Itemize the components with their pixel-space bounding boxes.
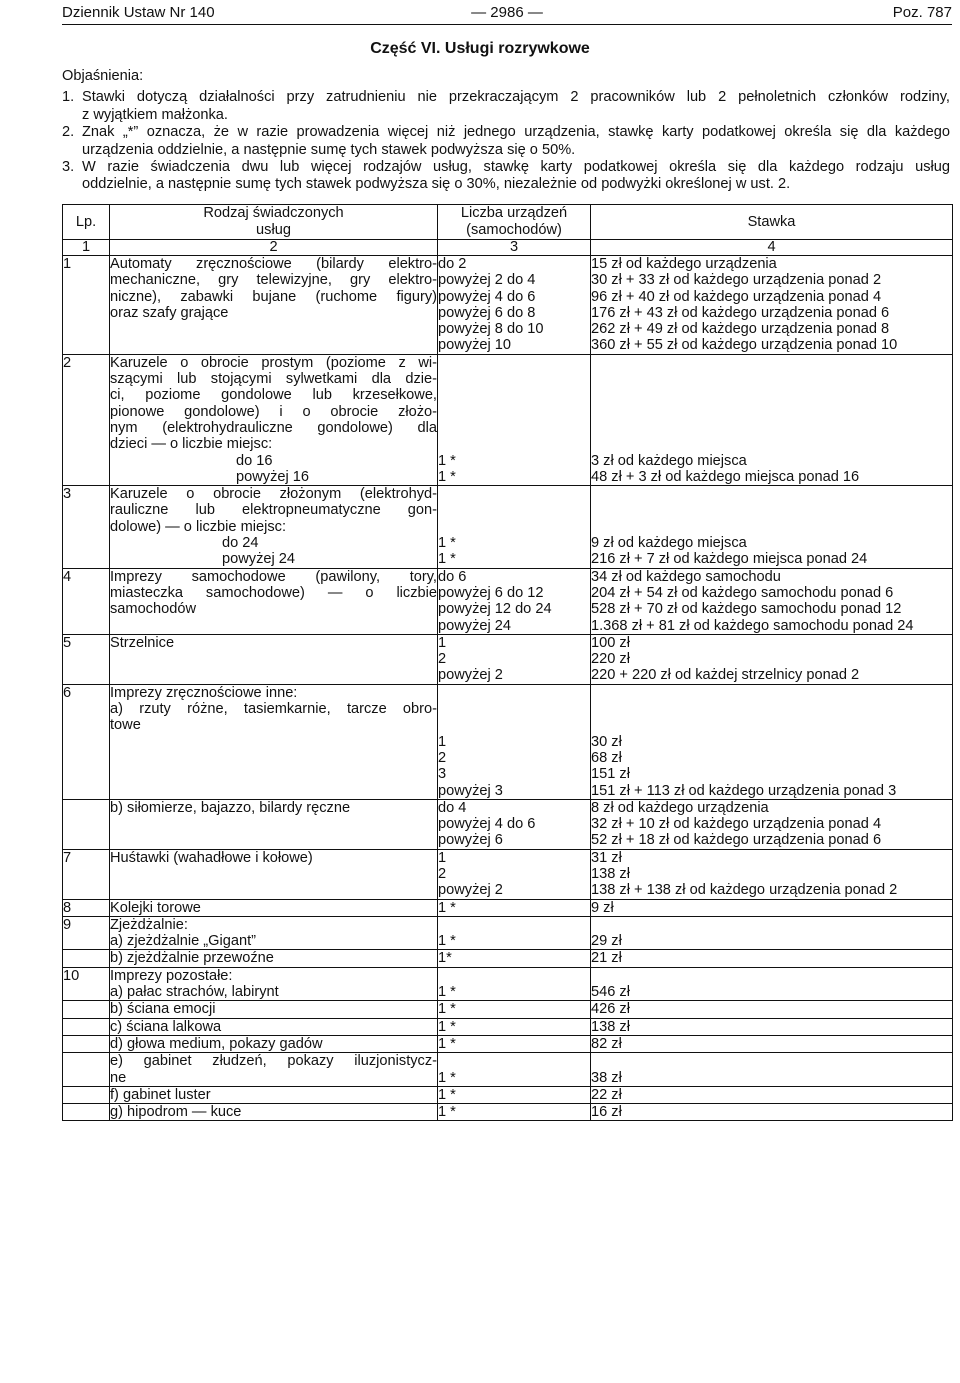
count-line: powyżej 12 do 24 <box>438 601 552 618</box>
table-row <box>63 1086 953 1103</box>
row-description <box>110 799 438 849</box>
rate-line: 31 zł <box>591 849 622 866</box>
note-line: z wyjątkiem małżonka. <box>82 106 228 123</box>
row-lp: 7 <box>63 849 110 899</box>
count-line: powyżej 4 do 6 <box>438 288 536 305</box>
description-subline: powyżej 16 <box>236 468 310 485</box>
rate-line: 138 zł + 138 zł od każdego urządzenia ponad 2 <box>591 882 898 899</box>
table-row <box>63 967 953 1001</box>
count-line: 1* <box>438 950 452 967</box>
rate-line: 176 zł + 43 zł od każdego urządzenia ponad 6 <box>591 304 890 321</box>
row-rate <box>591 1053 953 1087</box>
row-rate <box>591 950 953 967</box>
row-rate <box>591 1035 953 1052</box>
rate-line: 30 zł + 33 zł od każdego urządzenia ponad 2 <box>591 272 882 289</box>
blank-line <box>591 717 952 733</box>
table-row <box>63 849 953 899</box>
rates-table <box>62 204 953 1121</box>
column-number-row <box>63 240 953 256</box>
header-liczba-line: Liczba urządzeń <box>460 205 568 221</box>
count-line: do 4 <box>438 799 467 816</box>
table-row <box>63 799 953 849</box>
row-count <box>438 354 591 485</box>
row-count <box>438 967 591 1001</box>
row-description <box>110 684 438 799</box>
part-title: Część VI. Usługi rozrywkowe <box>370 40 590 57</box>
note-item <box>62 124 950 159</box>
row-lp <box>63 799 110 849</box>
count-line: 1 * <box>438 1001 456 1018</box>
rate-line: 3 zł od każdego miejsca <box>591 452 747 469</box>
column-number: 3 <box>438 240 591 256</box>
count-line: 2 <box>438 651 447 668</box>
description-line: Kolejki torowe <box>110 899 201 916</box>
row-count <box>438 1053 591 1087</box>
blank-line <box>591 519 952 535</box>
count-line: powyżej 6 do 12 <box>438 584 544 601</box>
count-line: 1 * <box>438 452 456 469</box>
description-line: rauliczne lub elektropneumatyczne gon- <box>110 502 437 519</box>
row-count <box>438 568 591 634</box>
note-line: Znak „*” oznacza, że w razie prowadzenia więcej niż jednego urządzenia, stawkę karty podatkowej określa się dla każdego <box>82 124 950 141</box>
blank-line <box>438 701 590 717</box>
description-line: Automaty zręcznościowe (bilardy elektro- <box>110 256 437 272</box>
table-row <box>63 354 953 485</box>
row-lp <box>63 1001 110 1018</box>
row-count <box>438 849 591 899</box>
row-lp <box>63 1104 110 1121</box>
count-line: 1 * <box>438 551 456 568</box>
row-description <box>110 354 438 485</box>
row-rate <box>591 256 953 355</box>
count-line: do 2 <box>438 256 467 272</box>
header-stawka: Stawka <box>591 205 953 240</box>
blank-line <box>591 355 952 371</box>
rate-line: 216 zł + 7 zł od każdego miejsca ponad 24 <box>591 551 868 568</box>
description-line: f) gabinet luster <box>110 1086 211 1103</box>
row-rate <box>591 849 953 899</box>
row-count <box>438 916 591 950</box>
description-line: mechaniczne, gry telewizyjne, gry elektro- <box>110 272 437 289</box>
rate-line: 528 zł + 70 zł od każdego samochodu ponad 12 <box>591 601 902 618</box>
blank-line <box>438 519 590 535</box>
row-rate <box>591 568 953 634</box>
row-rate <box>591 354 953 485</box>
description-line: c) ściana lalkowa <box>110 1018 222 1035</box>
description-line: samochodów <box>110 601 196 618</box>
row-description <box>110 486 438 568</box>
row-description <box>110 1086 438 1103</box>
row-count <box>438 486 591 568</box>
description-line: szącymi lub stojącymi sylwetkami dla dzie- <box>110 371 437 388</box>
count-line: powyżej 6 <box>438 832 503 849</box>
description-subline: do 16 <box>236 452 273 469</box>
rate-line: 151 zł <box>591 766 630 783</box>
rate-line: 1.368 zł + 81 zł od każdego samochodu ponad 24 <box>591 617 914 634</box>
row-lp: 2 <box>63 354 110 485</box>
table-row <box>63 916 953 950</box>
blank-line <box>591 420 952 436</box>
blank-line <box>591 968 952 984</box>
row-rate <box>591 1018 953 1035</box>
row-lp: 6 <box>63 684 110 799</box>
rate-line: 34 zł od każdego samochodu <box>591 568 781 585</box>
row-count <box>438 1086 591 1103</box>
description-line: oraz szafy grające <box>110 304 229 321</box>
table-row <box>63 568 953 634</box>
header-rodzaj-line: Rodzaj świadczonych <box>203 205 344 221</box>
header-liczba-line: (samochodów) <box>466 222 562 238</box>
count-line: 1 * <box>438 1035 456 1052</box>
notes-section <box>62 68 950 194</box>
count-line: 1 * <box>438 1086 456 1103</box>
row-description <box>110 899 438 916</box>
rate-line: 100 zł <box>591 634 630 651</box>
table-row <box>63 950 953 967</box>
table-row <box>63 684 953 799</box>
table-row <box>63 256 953 355</box>
count-line: 1 * <box>438 468 456 485</box>
blank-line <box>110 321 437 337</box>
table-row <box>63 1053 953 1087</box>
blank-line <box>591 917 952 933</box>
rate-line: 16 zł <box>591 1104 622 1121</box>
row-lp: 1 <box>63 256 110 355</box>
rate-line: 48 zł + 3 zł od każdego miejsca ponad 16 <box>591 468 860 485</box>
rate-line: 262 zł + 49 zł od każdego urządzenia ponad 8 <box>591 321 890 338</box>
blank-line <box>438 420 590 436</box>
header-rodzaj-line: usług <box>256 222 291 238</box>
blank-line <box>438 502 590 518</box>
rate-line: 360 zł + 55 zł od każdego urządzenia ponad 10 <box>591 337 898 354</box>
note-number: 2. <box>62 124 75 141</box>
header-rule <box>62 24 952 25</box>
description-line: b) zjeżdżalnie przewoźne <box>110 950 274 967</box>
count-line: powyżej 8 do 10 <box>438 321 544 338</box>
count-line: powyżej 6 do 8 <box>438 304 536 321</box>
row-lp <box>63 1053 110 1087</box>
rate-line: 138 zł <box>591 1018 630 1035</box>
row-description <box>110 634 438 684</box>
rate-line: 138 zł <box>591 865 630 882</box>
row-description <box>110 1018 438 1035</box>
description-subline: do 24 <box>222 535 259 552</box>
row-rate <box>591 486 953 568</box>
blank-line <box>591 404 952 420</box>
row-rate <box>591 1086 953 1103</box>
rate-line: 22 zł <box>591 1086 622 1103</box>
description-line: towe <box>110 717 141 734</box>
count-line: 2 <box>438 749 447 766</box>
row-lp: 9 <box>63 916 110 950</box>
count-line: 1 * <box>438 1104 456 1121</box>
row-count <box>438 950 591 967</box>
table-row <box>63 1018 953 1035</box>
row-description <box>110 1053 438 1087</box>
table-header-row <box>63 205 953 240</box>
description-line: a) rzuty różne, tasiemkarnie, tarcze obro- <box>110 701 437 718</box>
description-line: Imprezy pozostałe: <box>110 967 233 984</box>
row-lp <box>63 950 110 967</box>
table-row <box>63 634 953 684</box>
rate-line: 30 zł <box>591 733 622 750</box>
description-line: ne <box>110 1069 127 1086</box>
row-count <box>438 634 591 684</box>
header-lp: Lp. <box>63 205 110 240</box>
note-line: urządzenia oddzielnie, a następnie sumę tych stawek podwyższa się o 50%. <box>82 141 576 158</box>
row-rate <box>591 916 953 950</box>
row-rate <box>591 634 953 684</box>
rate-line: 204 zł + 54 zł od każdego samochodu ponad 6 <box>591 584 894 601</box>
description-line: Zjeżdżalnie: <box>110 916 188 933</box>
rate-line: 426 zł <box>591 1001 630 1018</box>
description-line: Karuzele o obrocie prostym (poziome z wi- <box>110 354 437 371</box>
row-rate <box>591 684 953 799</box>
count-line: powyżej 10 <box>438 337 512 354</box>
count-line: 1 <box>438 634 447 651</box>
description-line: a) pałac strachów, labirynt <box>110 984 279 1001</box>
rate-line: 151 zł + 113 zł od każdego urządzenia ponad 3 <box>591 782 897 799</box>
row-description <box>110 849 438 899</box>
note-line: oddzielnie, a następnie sumę tych stawek podwyższa się o 30%, niezależnie od podwyżki określonej w ust. 2. <box>82 176 791 193</box>
blank-line <box>591 1053 952 1069</box>
row-description <box>110 1104 438 1121</box>
blank-line <box>438 1053 590 1069</box>
row-rate <box>591 967 953 1001</box>
rate-line: 52 zł + 18 zł od każdego urządzenia ponad 6 <box>591 832 882 849</box>
description-line: Strzelnice <box>110 634 175 651</box>
description-line: Imprezy samochodowe (pawilony, tory, <box>110 568 437 585</box>
row-count <box>438 684 591 799</box>
row-lp: 4 <box>63 568 110 634</box>
row-description <box>110 950 438 967</box>
note-item <box>62 159 950 194</box>
blank-line <box>438 355 590 371</box>
description-line: a) zjeżdżalnie „Gigant” <box>110 933 257 950</box>
rate-line: 21 zł <box>591 950 622 967</box>
row-count <box>438 256 591 355</box>
column-number: 1 <box>63 240 110 256</box>
blank-line <box>438 917 590 933</box>
rate-line: 96 zł + 40 zł od każdego urządzenia ponad 4 <box>591 288 882 305</box>
row-description <box>110 256 438 355</box>
header-liczba <box>438 205 591 240</box>
rate-line: 220 zł <box>591 651 630 668</box>
row-rate <box>591 1001 953 1018</box>
page-header <box>62 4 952 24</box>
count-line: 1 <box>438 733 447 750</box>
page-number: — 2986 — <box>471 4 543 21</box>
blank-line <box>591 701 952 717</box>
row-count <box>438 1104 591 1121</box>
column-number: 2 <box>110 240 438 256</box>
count-line: 1 * <box>438 933 456 950</box>
rate-line: 9 zł od każdego miejsca <box>591 535 747 552</box>
count-line: 1 * <box>438 1069 456 1086</box>
row-lp <box>63 1086 110 1103</box>
count-line: powyżej 24 <box>438 617 512 634</box>
count-line: 1 * <box>438 899 456 916</box>
note-line: Stawki dotyczą działalności przy zatrudnieniu nie przekraczającym 2 pracowników lub 2 pełnoletnich członków rodziny, <box>82 89 950 106</box>
count-line: powyżej 2 do 4 <box>438 272 536 289</box>
row-description <box>110 967 438 1001</box>
description-line: d) głowa medium, pokazy gadów <box>110 1035 323 1052</box>
row-count <box>438 899 591 916</box>
description-line: e) gabinet złudzeń, pokazy iluzjonistycz- <box>110 1053 437 1070</box>
row-lp: 8 <box>63 899 110 916</box>
description-line: b) siłomierze, bajazzo, bilardy ręczne <box>110 799 351 816</box>
header-rodzaj <box>110 205 438 240</box>
row-lp: 3 <box>63 486 110 568</box>
table-row <box>63 1035 953 1052</box>
row-lp <box>63 1035 110 1052</box>
blank-line <box>591 387 952 403</box>
description-line: niczne), zabawki bujane (ruchome figury) <box>110 288 437 305</box>
rate-line: 8 zł od każdego urządzenia <box>591 799 769 816</box>
row-description <box>110 1001 438 1018</box>
description-line: nym (elektrohydrauliczne gondolowe) dla <box>110 419 437 436</box>
count-line: 2 <box>438 865 447 882</box>
table-row <box>63 486 953 568</box>
rate-line: 38 zł <box>591 1069 622 1086</box>
row-lp: 5 <box>63 634 110 684</box>
blank-line <box>438 436 590 452</box>
description-subline: powyżej 24 <box>222 551 296 568</box>
position-number: Poz. 787 <box>892 4 952 21</box>
note-number: 3. <box>62 159 75 176</box>
blank-line <box>438 685 590 701</box>
blank-line <box>438 387 590 403</box>
row-description <box>110 1035 438 1052</box>
row-count <box>438 799 591 849</box>
note-line: W razie świadczenia dwu lub więcej rodzajów usług, stawkę karty podatkowej określa się dla każdego rodzaju usług <box>82 159 950 176</box>
row-rate <box>591 1104 953 1121</box>
blank-line <box>110 734 437 750</box>
description-line: b) ściana emocji <box>110 1001 216 1018</box>
description-line: dzieci — o liczbie miejsc: <box>110 436 273 453</box>
count-line: powyżej 4 do 6 <box>438 816 536 833</box>
blank-line <box>591 685 952 701</box>
blank-line <box>591 436 952 452</box>
blank-line <box>591 502 952 518</box>
blank-line <box>438 486 590 502</box>
description-line: g) hipodrom — kuce <box>110 1104 242 1121</box>
rate-line: 82 zł <box>591 1035 622 1052</box>
count-line: 1 * <box>438 984 456 1001</box>
blank-line <box>438 404 590 420</box>
table-row <box>63 1001 953 1018</box>
row-description <box>110 568 438 634</box>
row-rate <box>591 799 953 849</box>
row-count <box>438 1035 591 1052</box>
count-line: do 6 <box>438 568 467 585</box>
count-line: powyżej 2 <box>438 882 503 899</box>
blank-line <box>591 486 952 502</box>
table-row <box>63 899 953 916</box>
rate-line: 68 zł <box>591 749 622 766</box>
note-number: 1. <box>62 89 75 106</box>
count-line: 1 <box>438 849 447 866</box>
row-lp <box>63 1018 110 1035</box>
blank-line <box>438 371 590 387</box>
row-description <box>110 916 438 950</box>
count-line: 1 * <box>438 535 456 552</box>
count-line: powyżej 2 <box>438 667 503 684</box>
count-line: 3 <box>438 766 447 783</box>
blank-line <box>591 371 952 387</box>
notes-label: Objaśnienia: <box>62 68 144 84</box>
row-count <box>438 1018 591 1035</box>
blank-line <box>438 717 590 733</box>
note-item <box>62 89 950 124</box>
rate-line: 29 zł <box>591 933 622 950</box>
description-line: Huśtawki (wahadłowe i kołowe) <box>110 849 313 866</box>
row-count <box>438 1001 591 1018</box>
column-number: 4 <box>591 240 953 256</box>
table-row <box>63 1104 953 1121</box>
count-line: powyżej 3 <box>438 782 503 799</box>
rate-line: 220 + 220 zł od każdej strzelnicy ponad 2 <box>591 667 860 684</box>
description-line: ci, poziome gondolowe lub krzesełkowe, <box>110 387 437 404</box>
rate-line: 15 zł od każdego urządzenia <box>591 256 777 272</box>
description-line: Karuzele o obrocie złożonym (elektrohyd- <box>110 486 437 503</box>
journal-title: Dziennik Ustaw Nr 140 <box>62 4 215 21</box>
rate-line: 9 zł <box>591 899 614 916</box>
rate-line: 32 zł + 10 zł od każdego urządzenia ponad 4 <box>591 816 882 833</box>
row-rate <box>591 899 953 916</box>
description-line: miasteczka samochodowe) — o liczbie <box>110 584 437 601</box>
count-line: 1 * <box>438 1018 456 1035</box>
rate-line: 546 zł <box>591 984 630 1001</box>
description-line: pionowe gondolowe) i o obrocie złożo- <box>110 403 437 420</box>
description-line: Imprezy zręcznościowe inne: <box>110 684 298 701</box>
blank-line <box>438 968 590 984</box>
row-lp: 10 <box>63 967 110 1001</box>
description-line: dolowe) — o liczbie miejsc: <box>110 518 286 535</box>
